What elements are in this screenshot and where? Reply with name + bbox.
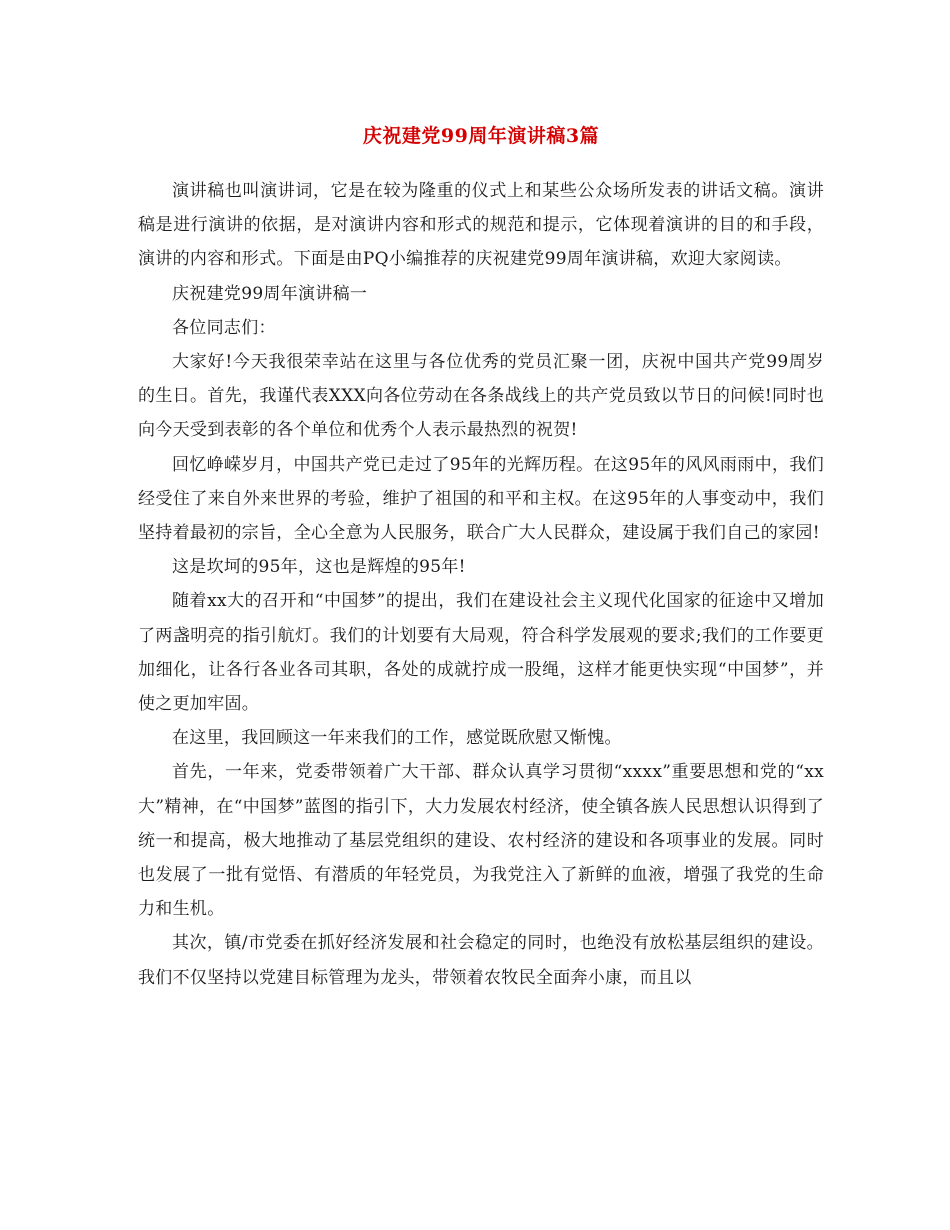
paragraph-greeting: 大家好!今天我很荣幸站在这里与各位优秀的党员汇聚一团，庆祝中国共产党99周岁的生日。首先，我谨代表XXX向各位劳动在各条战线上的共产党员致以节日的问候!同时也向今天受到表彰的各个单位和优秀个人表示最热烈的祝贺! (138, 352, 824, 441)
document-body (138, 174, 824, 995)
paragraph-salutation: 各位同志们： (172, 317, 276, 338)
paragraph-chinese-dream: 随着xx大的召开和“中国梦”的提出，我们在建设社会主义现代化国家的征途中又增加了两盏明亮的指引航灯。我们的计划要有大局观，符合科学发展观的要求;我们的工作要更加细化，让各行各业各司其职，各处的成就拧成一股绳，这样才能更快实现“中国梦”，并使之更加牢固。 (138, 591, 824, 715)
paragraph-second: 其次，镇/市党委在抓好经济发展和社会稳定的同时，也绝没有放松基层组织的建设。我们不仅坚持以党建目标管理为龙头，带领着农牧民全面奔小康，而且以 (138, 933, 824, 988)
paragraph-first: 首先，一年来，党委带领着广大干部、群众认真学习贯彻“xxxx”重要思想和党的“xx大”精神，在“中国梦”蓝图的指引下，大力发展农村经济，使全镇各族人民思想认识得到了统一和提高，极大地推动了基层党组织的建设、农村经济的建设和各项事业的发展。同时也发展了一批有觉悟、有潜质的年轻党员，为我党注入了新鲜的血液，增强了我党的生命力和生机。 (138, 762, 824, 920)
paragraph-intro: 演讲稿也叫演讲词，它是在较为隆重的仪式上和某些公众场所发表的讲话文稿。演讲稿是进行演讲的依据，是对演讲内容和形式的规范和提示，它体现着演讲的目的和手段，演讲的内容和形式。下面是由PQ小编推荐的庆祝建党99周年演讲稿，欢迎大家阅读。 (138, 181, 824, 270)
paragraph-exclamation: 这是坎坷的95年，这也是辉煌的95年! (172, 557, 466, 578)
paragraph-history: 回忆峥嵘岁月，中国共产党已走过了95年的光辉历程。在这95年的风风雨雨中，我们经受住了来自外来世界的考验，维护了祖国的和平和主权。在这95年的人事变动中，我们坚持着最初的宗旨，全心全意为人民服务，联合广大人民群众，建设属于我们自己的家园! (138, 454, 824, 544)
document-title: 庆祝建党99周年演讲稿3篇 (362, 125, 600, 147)
paragraph-speech-heading: 庆祝建党99周年演讲稿一 (172, 283, 368, 304)
paragraph-review: 在这里，我回顾这一年来我们的工作，感觉既欣慰又惭愧。 (172, 728, 622, 749)
